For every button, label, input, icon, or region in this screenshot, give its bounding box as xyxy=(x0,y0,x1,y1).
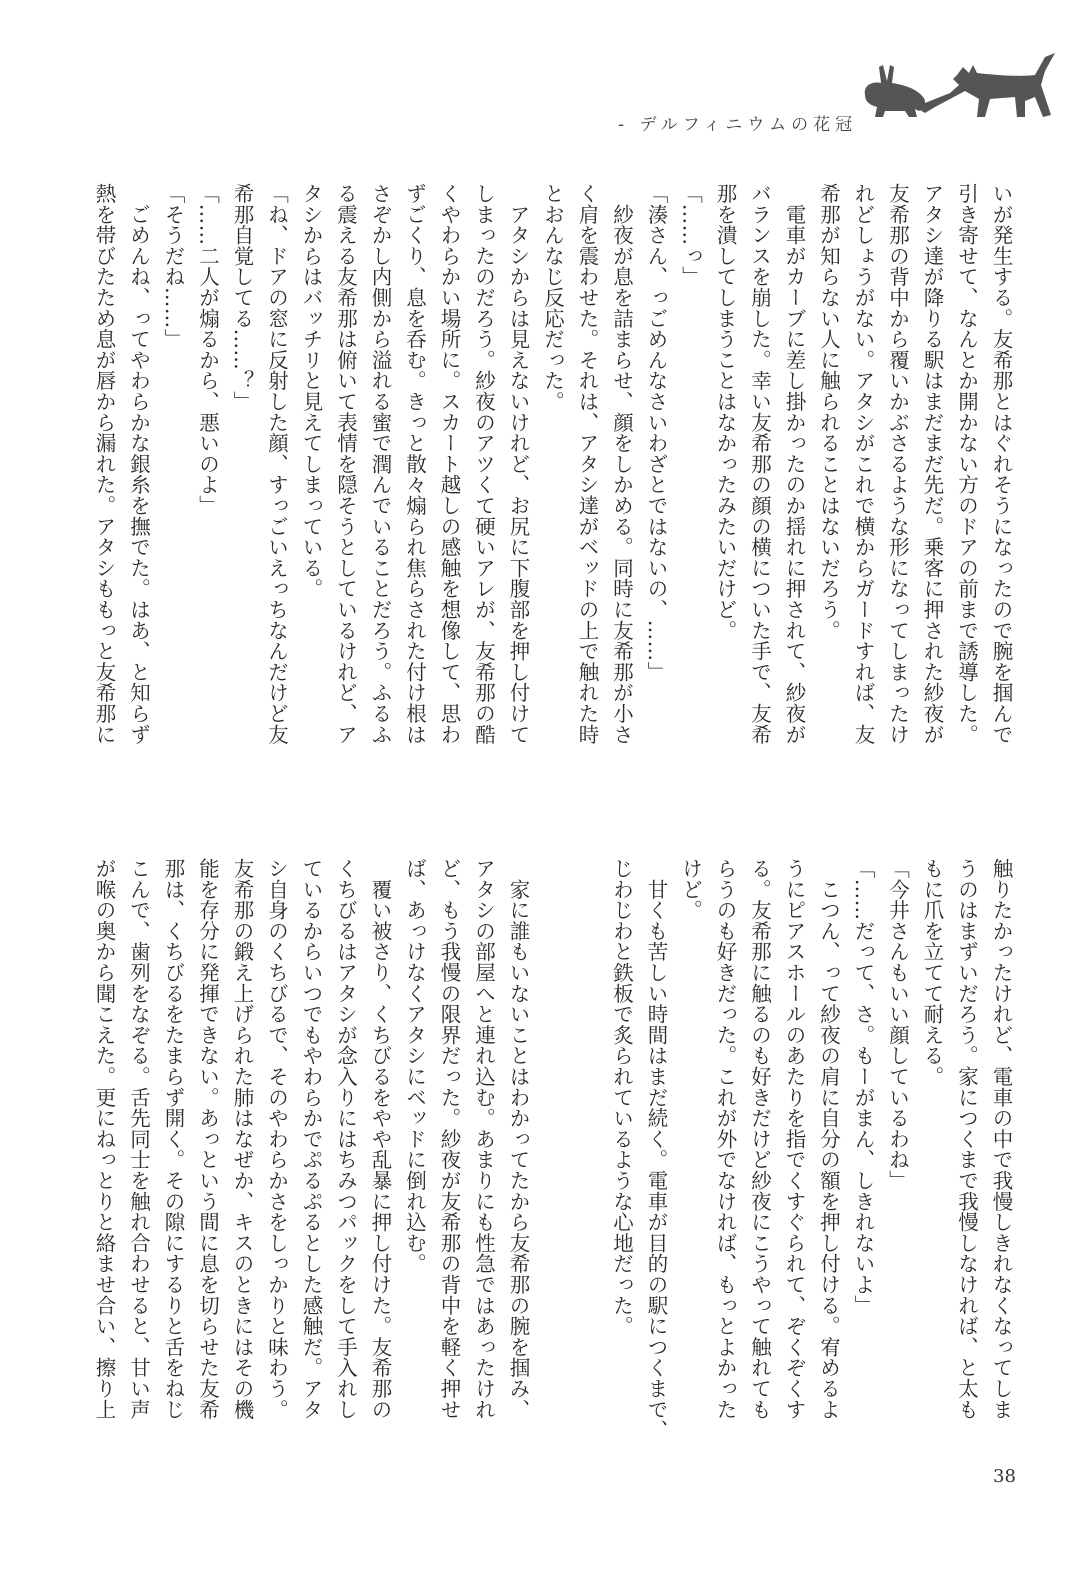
text-line: バランスを崩した。幸い友希那の顔の横についた手で、友希 xyxy=(747,183,772,745)
text-line: 希那が知らない人に触られることはないだろう。 xyxy=(816,183,841,641)
text-line: 引き寄せて、なんとか開かない方のドアの前まで誘導した。 xyxy=(954,183,979,745)
text-line: 能を存分に発揮できない。あっという間に息を切らせた友希 xyxy=(195,858,220,1420)
chapter-title: - デルフィニウムの花冠 xyxy=(618,115,858,135)
text-line: 「……二人が煽るから、悪いのよ」 xyxy=(195,183,220,516)
text-line: 希那自覚してる……？」 xyxy=(230,183,254,412)
text-block-bottom xyxy=(87,858,1019,1441)
text-block-top xyxy=(87,183,1019,763)
text-line xyxy=(570,858,605,1438)
text-line: 触りたかったけれど、電車の中で我慢しきれなくなってしま xyxy=(989,858,1013,1420)
text-line: うのはまずいだろう。家につくまで我慢しなければ、と太も xyxy=(954,858,979,1420)
text-line: しまったのだろう。紗夜のアツくて硬いアレが、友希那の酷 xyxy=(471,183,496,745)
text-line: じわじわと鉄板で炙られているような心地だった。 xyxy=(609,858,634,1337)
text-line: アタシの部屋へと連れ込む。あまりにも性急ではあったけれ xyxy=(471,858,496,1420)
text-line: ごめんね、ってやわらかな銀糸を撫でた。はあ、と知らず xyxy=(126,183,151,745)
text-line: こつん、って紗夜の肩に自分の額を押し付ける。宥めるよ xyxy=(816,858,841,1420)
text-line xyxy=(535,858,570,1438)
text-line: 熱を帯びたため息が唇から漏れた。アタシももっと友希那に xyxy=(92,183,116,745)
text-line: くやわらかい場所に。スカート越しの感触を想像して、思わ xyxy=(437,183,461,745)
text-line: 友希那の鍛え上げられた肺はなぜか、キスのときにはその機 xyxy=(230,858,254,1420)
text-line: 「湊さん、っごめんなさいわざとではないの、……」 xyxy=(644,183,668,683)
text-line: とおんなじ反応だった。 xyxy=(540,183,565,412)
text-line: 覆い被さり、くちびるをやや乱暴に押し付けた。友希那の xyxy=(368,858,392,1420)
text-line: いが発生する。友希那とはぐれそうになったので腕を掴んで xyxy=(989,183,1013,745)
text-line: 電車がカーブに差し掛かったのか揺れに押されて、紗夜が xyxy=(782,183,806,745)
text-line: こんで、歯列をなぞる。舌先同士を触れ合わせると、甘い声 xyxy=(126,858,151,1420)
text-line: アタシ達が降りる駅はまだまだ先だ。乗客に押された紗夜が xyxy=(920,183,944,745)
text-line: 那は、くちびるをたまらず開く。その隙にするりと舌をねじ xyxy=(161,858,185,1420)
text-line: 那を潰してしまうことはなかったみたいだけど。 xyxy=(713,183,737,641)
text-line: 「……っ」 xyxy=(678,183,703,287)
text-line: ずごくり、息を呑む。きっと散々煽られ焦らされた付け根は xyxy=(402,183,427,745)
text-line: シ自身のくちびるで、そのやわらかさをしっかりと味わう。 xyxy=(264,858,289,1420)
text-line: 「そうだね……」 xyxy=(161,183,185,350)
text-line: 「ね、ドアの窓に反射した顔、すっごいえっちなんだけど友 xyxy=(264,183,289,745)
text-line: 紗夜が息を詰まらせ、顔をしかめる。同時に友希那が小さ xyxy=(609,183,634,745)
text-line: さぞかし内側から溢れる蜜で潤んでいることだろう。ふるふ xyxy=(368,183,392,745)
text-line: る。友希那に触るのも好きだけど紗夜にこうやって触れても xyxy=(747,858,772,1420)
text-line: る震える友希那は俯いて表情を隠そうとしているけれど、ア xyxy=(333,183,358,745)
text-line: けど。 xyxy=(678,858,703,921)
text-line: く肩を震わせた。それは、アタシ達がベッドの上で触れた時 xyxy=(575,183,599,745)
text-line: 家に誰もいないことはわかってたから友希那の腕を掴み、 xyxy=(506,858,530,1420)
text-line: 友希那の背中から覆いかぶさるような形になってしまったけ xyxy=(885,183,910,745)
text-line: 甘くも苦しい時間はまだ続く。電車が目的の駅につくまで、 xyxy=(644,858,668,1441)
rabbit-wolf-logo-icon xyxy=(855,45,1065,135)
text-line: れどしょうがない。アタシがこれで横からガードすれば、友 xyxy=(851,183,875,745)
text-line: タシからはバッチリと見えてしまっている。 xyxy=(299,183,323,599)
text-line: が喉の奥から聞こえた。更にねっとりと絡ませ合い、擦り上 xyxy=(92,858,116,1420)
text-line: らうのも好きだった。これが外でなければ、もっとよかった xyxy=(713,858,737,1420)
text-line: 「……だって、さ。もーがまん、しきれないよ」 xyxy=(851,858,875,1316)
text-line: くちびるはアタシが念入りにはちみつパックをして手入れし xyxy=(333,858,358,1420)
text-line: もに爪を立てて耐える。 xyxy=(920,858,944,1087)
text-line: アタシからは見えないけれど、お尻に下腹部を押し付けて xyxy=(506,183,530,745)
page-number: 38 xyxy=(993,1466,1016,1487)
text-line: 「今井さんもいい顔しているわね」 xyxy=(885,858,910,1191)
text-line: うにピアスホールのあたりを指でくすぐられて、ぞくぞくす xyxy=(782,858,806,1420)
text-line: ば、あっけなくアタシにベッドに倒れ込む。 xyxy=(402,858,427,1274)
text-line: ているからいつでもやわらかでぷるぷるとした感触だ。アタ xyxy=(299,858,323,1420)
text-line: ど、もう我慢の限界だった。紗夜が友希那の背中を軽く押せ xyxy=(437,858,461,1420)
